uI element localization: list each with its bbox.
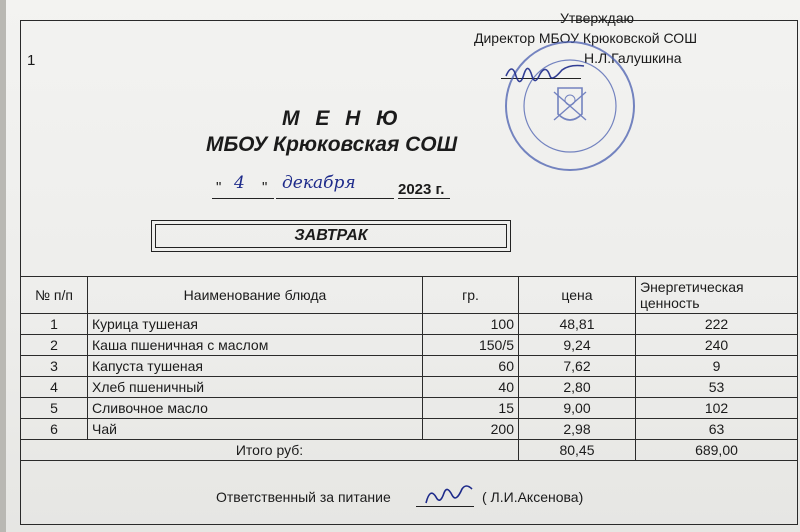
dish-name: Хлеб пшеничный [88, 377, 423, 398]
date-quote-close: " [262, 179, 268, 196]
total-row [21, 440, 798, 461]
dish-name: Сливочное масло [88, 398, 423, 419]
header-price: цена [519, 277, 636, 314]
table-row [21, 398, 798, 419]
row-number: 5 [21, 398, 88, 419]
header-energy: Энергетическая ценность [636, 277, 798, 314]
date-day: 4 [234, 173, 245, 193]
table-row [21, 314, 798, 335]
dish-energy: 240 [636, 335, 798, 356]
menu-table [20, 276, 798, 461]
meal-type-box [151, 220, 511, 252]
approval-name: Н.Л.Галушкина [584, 50, 682, 66]
table-row [21, 419, 798, 440]
page-number: 1 [27, 52, 36, 69]
dish-grams: 40 [423, 377, 519, 398]
dish-grams: 15 [423, 398, 519, 419]
dish-grams: 100 [423, 314, 519, 335]
total-label: Итого руб: [21, 440, 519, 461]
dish-energy: 102 [636, 398, 798, 419]
approval-position: Директор МБОУ Крюковской СОШ [474, 30, 698, 46]
approval-title: Утверждаю [560, 10, 634, 26]
date-underline [276, 198, 394, 199]
row-number: 1 [21, 314, 88, 335]
row-number: 6 [21, 419, 88, 440]
date-quote-open: " [216, 179, 222, 196]
table-row [21, 356, 798, 377]
date-underline [212, 198, 274, 199]
header-dish: Наименование блюда [88, 277, 423, 314]
table-header-row [21, 277, 798, 314]
official-stamp [488, 40, 648, 180]
dish-price: 9,24 [519, 335, 636, 356]
meal-type: ЗАВТРАК [294, 227, 368, 244]
dish-energy: 63 [636, 419, 798, 440]
menu-date [212, 175, 452, 199]
total-price: 80,45 [519, 440, 636, 461]
table-row [21, 335, 798, 356]
header-grams: гр. [423, 277, 519, 314]
school-name: МБОУ Крюковская СОШ [206, 133, 458, 156]
responsible-footer [216, 489, 636, 505]
table-row [21, 377, 798, 398]
dish-grams: 200 [423, 419, 519, 440]
responsible-signature [420, 485, 480, 509]
total-energy: 689,00 [636, 440, 798, 461]
date-month: декабря [282, 173, 356, 193]
dish-price: 2,80 [519, 377, 636, 398]
dish-name: Каша пшеничная с маслом [88, 335, 423, 356]
row-number: 2 [21, 335, 88, 356]
dish-grams: 150/5 [423, 335, 519, 356]
row-number: 4 [21, 377, 88, 398]
dish-name: Капуста тушеная [88, 356, 423, 377]
menu-title: М Е Н Ю [282, 107, 404, 130]
responsible-person: ( Л.И.Аксенова) [482, 489, 584, 505]
dish-name: Чай [88, 419, 423, 440]
dish-energy: 222 [636, 314, 798, 335]
date-year: 2023 г. [398, 181, 445, 198]
responsible-label: Ответственный за питание [216, 489, 391, 505]
dish-grams: 60 [423, 356, 519, 377]
date-underline [398, 198, 450, 199]
dish-energy: 53 [636, 377, 798, 398]
dish-price: 2,98 [519, 419, 636, 440]
header-number: № п/п [21, 277, 88, 314]
dish-energy: 9 [636, 356, 798, 377]
dish-price: 9,00 [519, 398, 636, 419]
dish-name: Курица тушеная [88, 314, 423, 335]
row-number: 3 [21, 356, 88, 377]
dish-price: 7,62 [519, 356, 636, 377]
dish-price: 48,81 [519, 314, 636, 335]
